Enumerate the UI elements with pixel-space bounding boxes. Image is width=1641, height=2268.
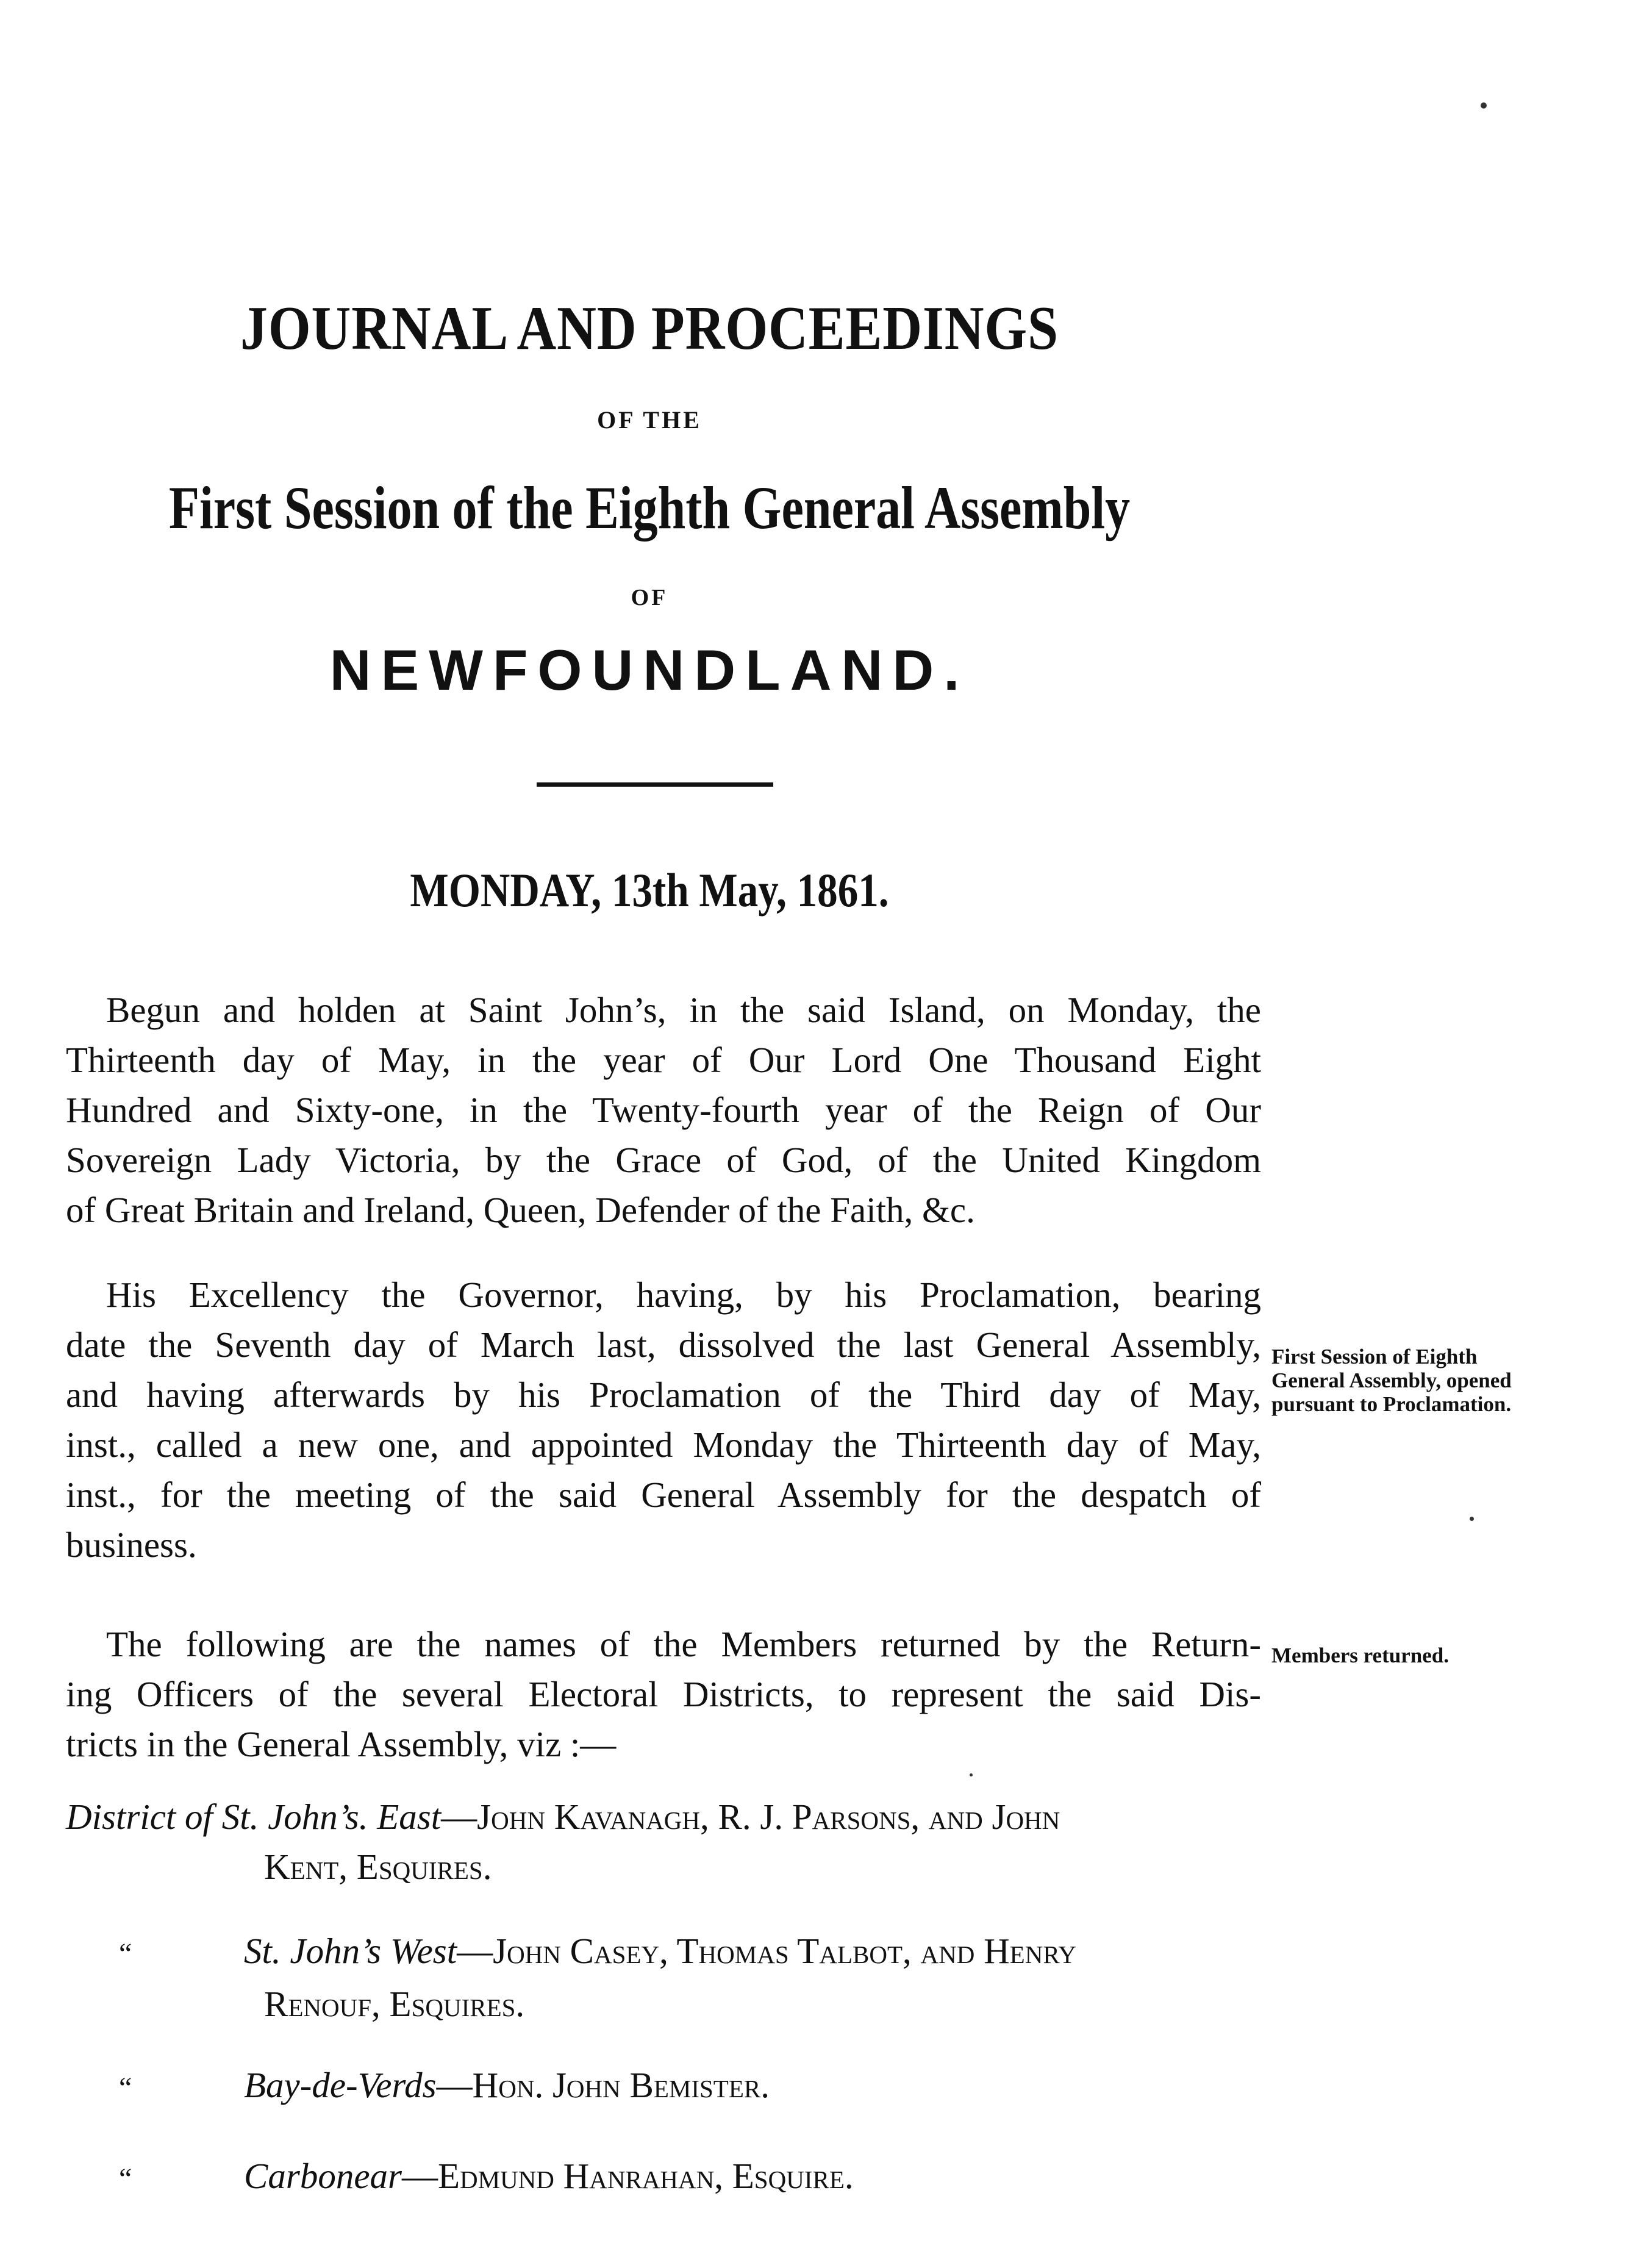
- paragraph-line: Thirteenth day of May, in the year of Our Lord One Thousand Eight: [66, 1040, 1261, 1080]
- margin-note-line: General Assembly, opened: [1271, 1368, 1512, 1392]
- district-entry: [119, 2151, 854, 2204]
- of-label: OF: [631, 585, 668, 610]
- paragraph-line: inst., called a new one, and appointed Monday the Thirteenth day of May,: [66, 1425, 1261, 1465]
- paragraph-line: His Excellency the Governor, having, by his Proclamation, bearing: [106, 1275, 1261, 1315]
- sitting-date: MONDAY, 13th May, 1861.: [410, 864, 889, 917]
- paragraph-line: tricts in the General Assembly, viz :—: [66, 1724, 617, 1764]
- of-the-label: OF THE: [597, 406, 702, 434]
- district-name: Bay-de-Verds: [244, 2065, 437, 2105]
- district-members: John Casey, Thomas Talbot, and Henry: [493, 1931, 1077, 1971]
- district-prefix: District of: [66, 1797, 213, 1837]
- paragraph-line: of Great Britain and Ireland, Queen, Defender of the Faith, &c.: [66, 1190, 975, 1230]
- session-title: First Session of the Eighth General Assembly: [168, 474, 1131, 542]
- margin-note-line: Members returned.: [1271, 1644, 1449, 1667]
- district-dash: —: [436, 2065, 473, 2105]
- ditto-mark: “: [119, 1937, 132, 1970]
- paragraph-line: The following are the names of the Members returned by the Return-: [106, 1624, 1261, 1664]
- paragraph-line: Hundred and Sixty-one, in the Twenty-fourth year of the Reign of Our: [66, 1090, 1261, 1130]
- margin-note-session: [1271, 1345, 1607, 1416]
- district-dash: —: [457, 1931, 493, 1971]
- paragraph-line: business.: [66, 1525, 197, 1565]
- margin-note-members: [1271, 1644, 1607, 1667]
- paragraph-proclamation: [66, 1270, 1261, 1570]
- margin-note-line: First Session of Eighth: [1271, 1345, 1478, 1368]
- colony-name: NEWFOUNDLAND.: [329, 638, 970, 702]
- journal-title: JOURNAL AND PROCEEDINGS: [240, 294, 1059, 363]
- district-members-continued: Kent, Esquires.: [264, 1847, 492, 1887]
- district-members: John Kavanagh, R. J. Parsons, and John: [477, 1797, 1060, 1837]
- ditto-mark: “: [119, 2072, 132, 2104]
- paragraph-line: and having afterwards by his Proclamation of the Third day of May,: [66, 1375, 1261, 1415]
- paragraph-line: inst., for the meeting of the said General Assembly for the despatch of: [66, 1475, 1261, 1515]
- district-dash: —: [401, 2156, 438, 2196]
- district-name: St. John’s West: [244, 1931, 457, 1971]
- district-dash: —: [441, 1797, 477, 1837]
- title-divider: [537, 782, 773, 787]
- paragraph-line: Begun and holden at Saint John’s, in the said Island, on Monday, the: [106, 990, 1261, 1030]
- ditto-mark: “: [119, 2162, 132, 2195]
- print-speck: [970, 1773, 973, 1776]
- district-name: St. John’s. East: [221, 1797, 442, 1837]
- margin-note-line: pursuant to Proclamation.: [1271, 1392, 1512, 1416]
- district-members: Edmund Hanrahan, Esquire.: [437, 2156, 854, 2196]
- district-entry: [119, 2060, 770, 2113]
- district-members: Hon. John Bemister.: [472, 2065, 770, 2105]
- paragraph-line: ing Officers of the several Electoral Districts, to represent the said Dis-: [66, 1674, 1261, 1714]
- paragraph-opening: [66, 985, 1261, 1235]
- district-entry: [119, 1926, 1259, 2029]
- district-name: Carbonear: [244, 2156, 402, 2196]
- print-speck: [1481, 102, 1487, 109]
- paragraph-line: Sovereign Lady Victoria, by the Grace of God, of the United Kingdom: [66, 1140, 1261, 1180]
- paragraph-line: date the Seventh day of March last, dissolved the last General Assembly,: [66, 1325, 1261, 1365]
- paragraph-members: [66, 1619, 1261, 1769]
- district-members-continued: Renouf, Esquires.: [264, 1984, 525, 2024]
- district-entry: [66, 1792, 1261, 1892]
- print-speck: [1470, 1517, 1474, 1521]
